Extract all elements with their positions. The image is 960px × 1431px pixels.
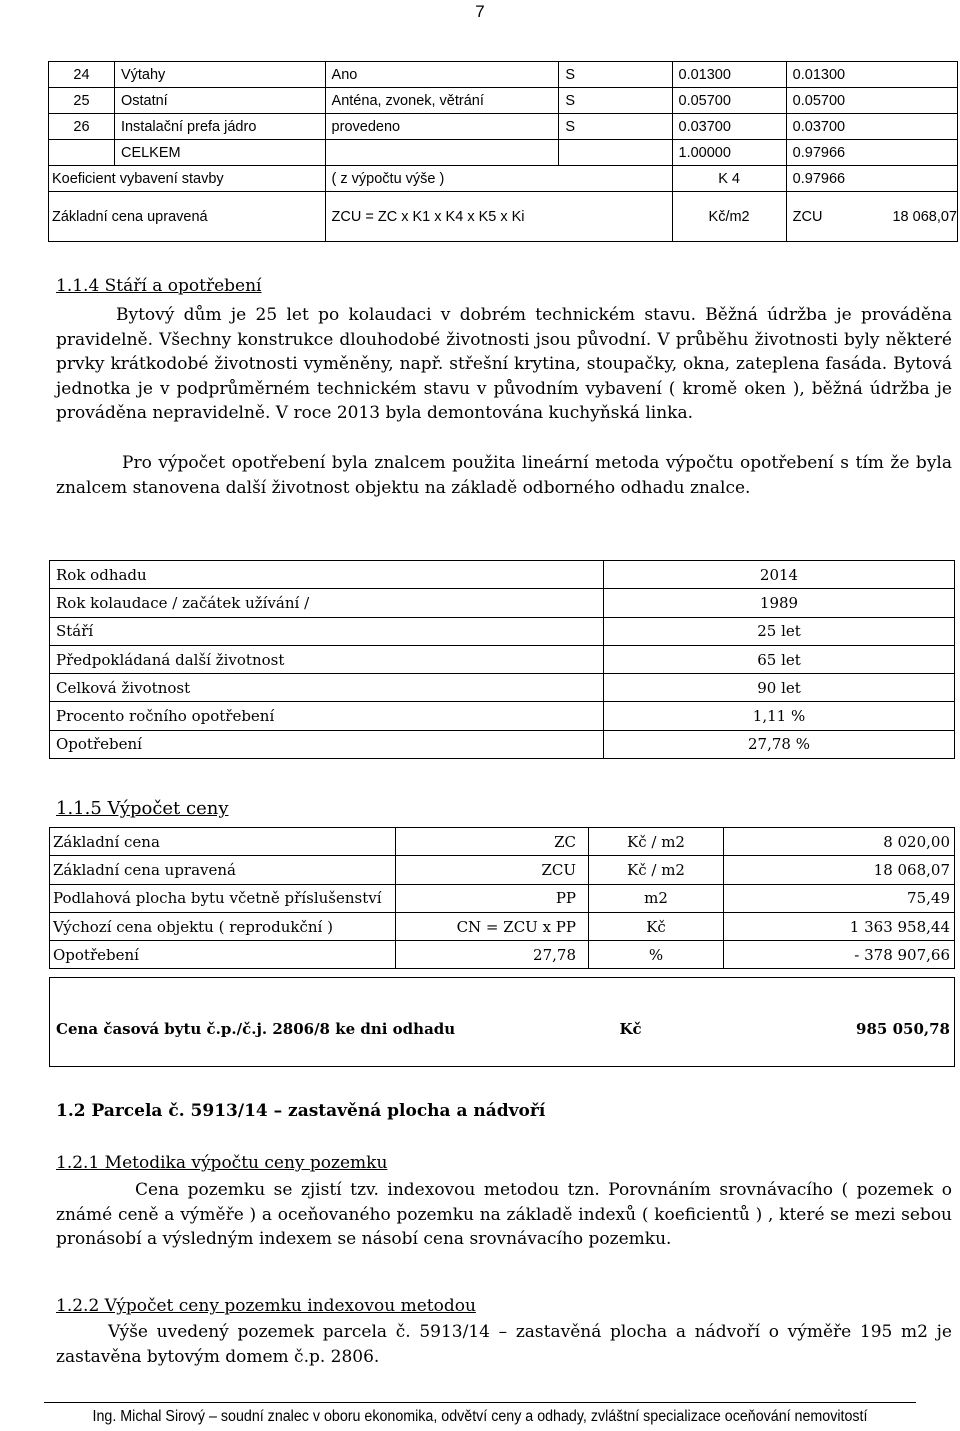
total-row: CELKEM 1.00000 0.97966 bbox=[49, 140, 958, 166]
paragraph-wear: Bytový dům je 25 let po kolaudaci v dobrém technickém stavu. Běžná údržba je prováděna pravidelně. Všechny konstrukce dlouhodobé životnosti jsou původní. V průběhu životnosti byly některé prvky krátkodobé životnosti vyměněny, např. střešní krytina, stoupačky, okna, zateplena fasáda. Bytová jednotka je v podprůměrném technickém stavu v původním vybavení ( kromě oken ), běžná údržba je prováděna nepravidelně. V roce 2013 byla demontována kuchyňská linka. bbox=[56, 305, 952, 423]
section-title-121: 1.2.1 Metodika výpočtu ceny pozemku bbox=[56, 1153, 388, 1173]
final-price-row: Cena časová bytu č.p./č.j. 2806/8 ke dni odhadu Kč 985 050,78 bbox=[50, 978, 955, 1067]
paragraph-land-calc: Výše uvedený pozemek parcela č. 5913/14 – zastavěná plocha a nádvoří o výměře 195 m2 je zastavěna bytovým domem č.p. 2806. bbox=[56, 1322, 952, 1367]
table-row: Základní cena ZC Kč / m2 8 020,00 bbox=[50, 828, 955, 856]
table-row: Podlahová plocha bytu včetně příslušenství PP m2 75,49 bbox=[50, 884, 955, 912]
table-row: Opotřebení 27,78 % bbox=[50, 730, 955, 758]
footer-text: Ing. Michal Sirový – soudní znalec v oboru ekonomika, odvětví ceny a odhady, zvláštní specializace oceňování nemovitostí bbox=[92, 1408, 868, 1425]
section-title-122: 1.2.2 Výpočet ceny pozemku indexovou metodou bbox=[56, 1296, 476, 1316]
equipment-table bbox=[48, 61, 958, 242]
table-row: Stáří 25 let bbox=[50, 617, 955, 645]
table-row: Rok kolaudace / začátek užívání / 1989 bbox=[50, 589, 955, 617]
table-row: Celková životnost 90 let bbox=[50, 674, 955, 702]
table-row: Předpokládaná další životnost 65 let bbox=[50, 645, 955, 673]
table-row: Výchozí cena objektu ( reprodukční ) CN = ZCU x PP Kč 1 363 958,44 bbox=[50, 912, 955, 940]
section-title-114: 1.1.4 Stáří a opotřebení bbox=[56, 276, 262, 296]
table-row: 25 Ostatní Anténa, zvonek, větrání S 0.05700 0.05700 bbox=[49, 88, 958, 114]
table-row: Opotřebení 27,78 % - 378 907,66 bbox=[50, 941, 955, 969]
age-table bbox=[49, 560, 955, 759]
final-price-table bbox=[49, 977, 955, 1067]
page-number: 7 bbox=[475, 2, 485, 21]
paragraph-method: Pro výpočet opotřebení byla znalcem použita lineární metoda výpočtu opotřebení s tím že byla znalcem stanovena další životnost objektu na základě odborného odhadu znalce. bbox=[56, 453, 952, 498]
table-row: 26 Instalační prefa jádro provedeno S 0.03700 0.03700 bbox=[49, 114, 958, 140]
table-row: Základní cena upravená ZCU Kč / m2 18 068,07 bbox=[50, 856, 955, 884]
table-row: Procento ročního opotřebení 1,11 % bbox=[50, 702, 955, 730]
table-row: 24 Výtahy Ano S 0.01300 0.01300 bbox=[49, 62, 958, 88]
table-row: Rok odhadu 2014 bbox=[50, 561, 955, 589]
section-title-115: 1.1.5 Výpočet ceny bbox=[56, 798, 229, 819]
footer-divider bbox=[44, 1402, 916, 1403]
zcu-row: Základní cena upravená ZCU = ZC x K1 x K4 x K5 x Ki Kč/m2 ZCU 18 068,07 bbox=[49, 192, 958, 242]
paragraph-land-method: Cena pozemku se zjistí tzv. indexovou metodou tzn. Porovnáním srovnávacího ( pozemek o známé ceně a výměře ) a oceňovaného pozemku na základě indexů ( koeficientů ) , které se mezi sebou pronásobí a výsledným indexem se násobí cena srovnávacího pozemku. bbox=[56, 1180, 952, 1249]
section-title-12: 1.2 Parcela č. 5913/14 – zastavěná plocha a nádvoří bbox=[56, 1101, 546, 1121]
koef-row: Koeficient vybavení stavby ( z výpočtu výše ) K 4 0.97966 bbox=[49, 166, 958, 192]
price-table bbox=[49, 827, 955, 969]
